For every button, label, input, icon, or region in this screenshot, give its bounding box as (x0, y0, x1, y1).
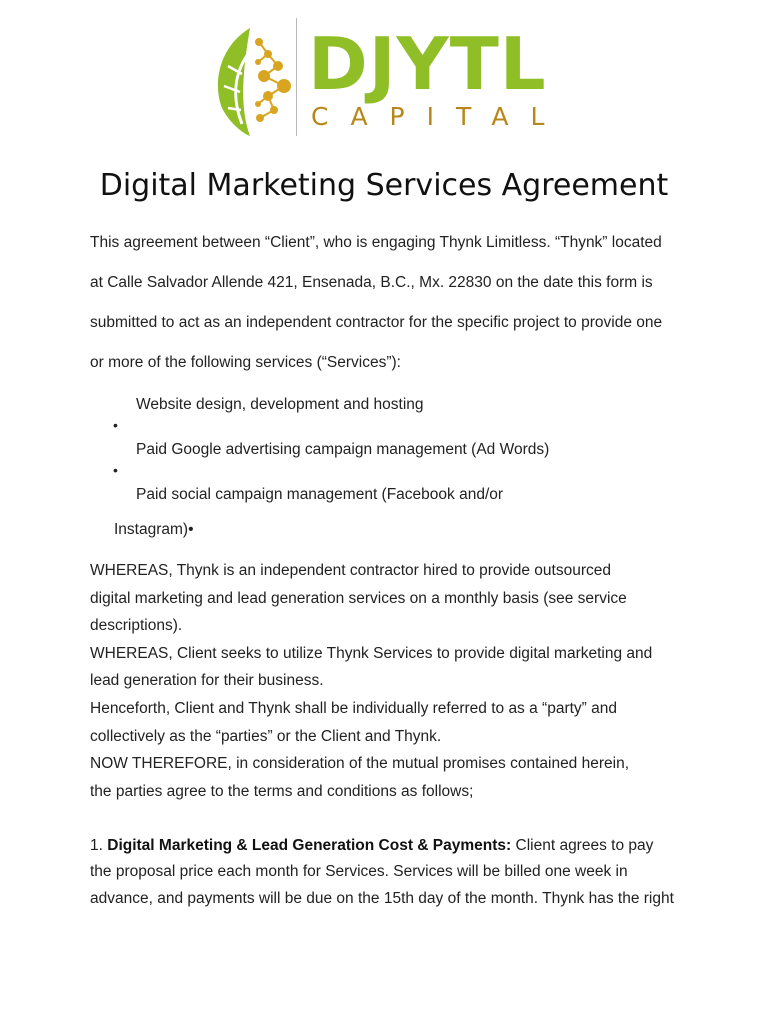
intro-line: submitted to act as an independent contractor for the specific project to provide one (90, 314, 663, 331)
whereas-line: Henceforth, Client and Thynk shall be individually referred to as a “party” and (90, 700, 617, 717)
whereas-line: lead generation for their business. (90, 672, 324, 689)
whereas-line: the parties agree to the terms and conditions as follows; (90, 783, 474, 800)
intro-line: or more of the following services (“Services”): (90, 354, 401, 371)
logo-divider (296, 18, 297, 136)
company-logo (212, 16, 567, 136)
bullet: • (113, 462, 118, 478)
bullet: • (113, 417, 118, 433)
section-1-heading-line (90, 836, 653, 856)
section-heading: Digital Marketing & Lead Generation Cost & Payments: (107, 837, 512, 854)
section-lead: Client agrees to pay (511, 837, 654, 854)
whereas-line: NOW THEREFORE, in consideration of the mutual promises contained herein, (90, 755, 630, 772)
section-number: 1. (90, 837, 103, 854)
whereas-line: WHEREAS, Client seeks to utilize Thynk Services to provide digital marketing and (90, 645, 653, 662)
intro-line: This agreement between “Client”, who is engaging Thynk Limitless. “Thynk” located (90, 234, 662, 251)
whereas-line: descriptions). (90, 617, 183, 634)
service-item-continued: Instagram)• (114, 521, 194, 538)
document-title: Digital Marketing Services Agreement (99, 168, 669, 203)
logo-subtitle: CAPITAL (311, 102, 567, 131)
whereas-line: collectively as the “parties” or the Client and Thynk. (90, 728, 442, 745)
bullet: • (188, 521, 194, 538)
service-item: Paid Google advertising campaign management (Ad Words) (136, 441, 550, 458)
section-1-line: the proposal price each month for Services. Services will be billed one week in (90, 863, 628, 880)
whereas-line: digital marketing and lead generation services on a monthly basis (see service (90, 590, 627, 607)
whereas-line: WHEREAS, Thynk is an independent contractor hired to provide outsourced (90, 562, 611, 579)
service-item: Paid social campaign management (Facebook and/or (136, 486, 504, 503)
service-item: Website design, development and hosting (136, 396, 424, 413)
section-1-line: advance, and payments will be due on the 15th day of the month. Thynk has the right (90, 890, 674, 907)
intro-line: at Calle Salvador Allende 421, Ensenada, B.C., Mx. 22830 on the date this form is (90, 274, 653, 291)
leaf-logo-icon (212, 24, 294, 136)
logo-wordmark: DJYTL (308, 22, 547, 106)
